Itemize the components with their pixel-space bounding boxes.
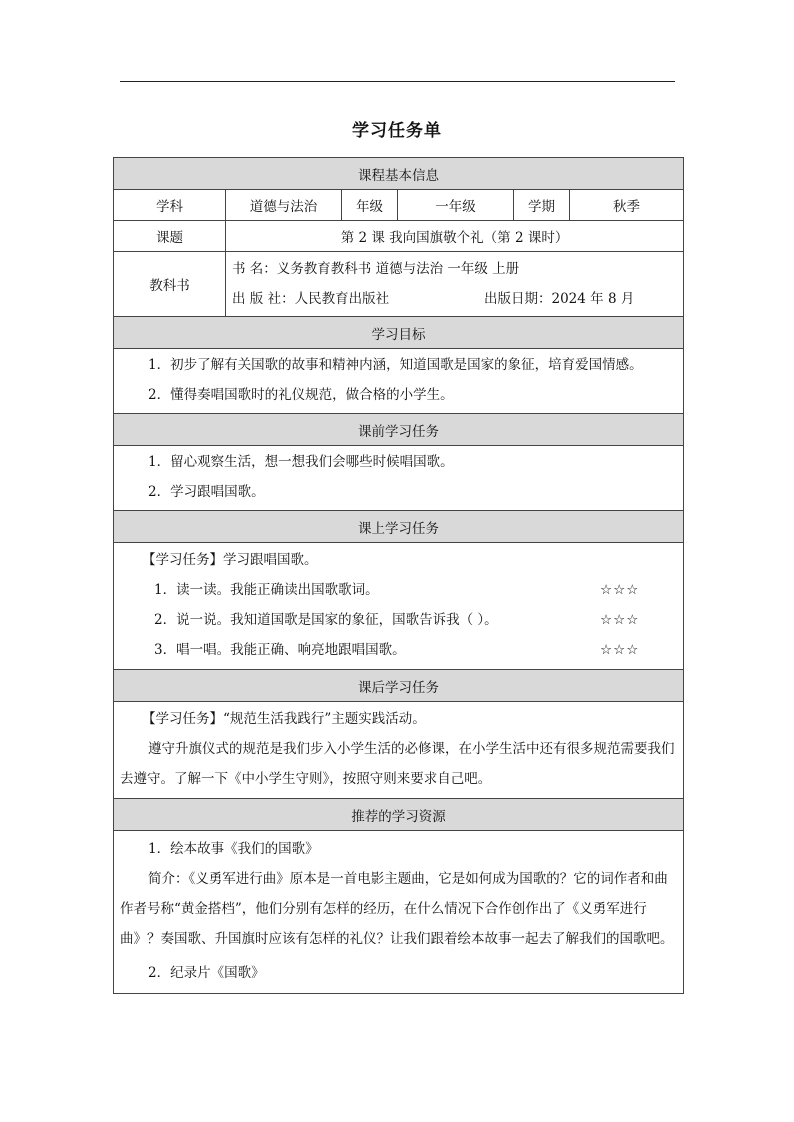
- in-class-row: [114, 543, 684, 670]
- header-rule: [120, 81, 675, 82]
- resources-header-row: [114, 799, 684, 831]
- publish-date: 出版日期：2024 年 8 月: [484, 291, 635, 307]
- task-sheet-table: [113, 157, 684, 994]
- task-2-star-rating[interactable]: ☆☆☆: [600, 612, 640, 628]
- after-class-content: [114, 702, 684, 799]
- after-class-intro: 【学习任务】“规范生活我践行”主题实践活动。: [142, 711, 426, 727]
- resource-item-2: 2．纪录片《国歌》: [148, 965, 265, 981]
- task-1-text: 1．读一读。我能正确读出国歌歌词。: [154, 582, 379, 598]
- in-class-task-2: [114, 605, 683, 635]
- publisher: 出 版 社：人民教育出版社: [232, 291, 390, 307]
- grade-value: 一年级: [398, 190, 514, 221]
- in-class-header: 课上学习任务: [114, 511, 684, 543]
- pre-class-header-row: [114, 414, 684, 446]
- task-3-star-rating[interactable]: ☆☆☆: [600, 642, 640, 658]
- resources-header: 推荐的学习资源: [114, 799, 684, 831]
- after-class-paragraph: 遵守升旗仪式的规范是我们步入小学生活的必修课，在小学生活中还有很多规范需要我们去遵守。了解一下《中小学生守则》，按照守则来要求自己吧。: [120, 741, 675, 787]
- in-class-task-1: [114, 575, 683, 605]
- after-class-header: 课后学习任务: [114, 670, 684, 702]
- in-class-task-3: [114, 635, 683, 665]
- in-class-intro: 【学习任务】学习跟唱国歌。: [142, 552, 318, 568]
- after-class-row: [114, 702, 684, 799]
- textbook-label: 教科书: [114, 252, 226, 317]
- basic-info-header-row: [114, 158, 684, 190]
- resources-content: [114, 831, 684, 994]
- goal-item-2: 2．懂得奏唱国歌时的礼仪规范，做合格的小学生。: [148, 387, 454, 403]
- goals-row: [114, 349, 684, 414]
- resource-item-1: 1．绘本故事《我们的国歌》: [148, 841, 319, 857]
- after-class-header-row: [114, 670, 684, 702]
- textbook-info: [226, 252, 684, 317]
- resources-row: [114, 831, 684, 994]
- publisher-line: [226, 284, 683, 314]
- subject-row: [114, 190, 684, 221]
- task-3-text: 3．唱一唱。我能正确、响亮地跟唱国歌。: [154, 642, 406, 658]
- goals-header: 学习目标: [114, 317, 684, 349]
- subject-value: 道德与法治: [226, 190, 342, 221]
- basic-info-header: 课程基本信息: [114, 158, 684, 190]
- topic-row: [114, 221, 684, 252]
- book-name: 书 名：义务教育教科书 道德与法治 一年级 上册: [232, 261, 520, 277]
- goals-header-row: [114, 317, 684, 349]
- in-class-content: [114, 543, 684, 670]
- task-2-text: 2．说一说。我知道国歌是国家的象征，国歌告诉我（ ）。: [154, 612, 498, 628]
- resource-intro-paragraph: 简介：《义勇军进行曲》原本是一首电影主题曲，它是如何成为国歌的？它的词作者和曲作者号称“黄金搭档”，他们分别有怎样的经历，在什么情况下合作创作出了《义勇军进行曲》？奏国歌、升国旗时应该有怎样的礼仪？让我们跟着绘本故事一起去了解我们的国歌吧。: [120, 871, 674, 947]
- pre-class-row: [114, 446, 684, 511]
- grade-label: 年级: [342, 190, 398, 221]
- pre-class-header: 课前学习任务: [114, 414, 684, 446]
- in-class-header-row: [114, 511, 684, 543]
- subject-label: 学科: [114, 190, 226, 221]
- page-title: 学习任务单: [352, 121, 442, 141]
- pre-class-item-2: 2．学习跟唱国歌。: [148, 484, 265, 500]
- topic-value: 第 2 课 我向国旗敬个礼（第 2 课时）: [226, 221, 684, 252]
- task-1-star-rating[interactable]: ☆☆☆: [600, 582, 640, 598]
- goals-content: [114, 349, 684, 414]
- term-value: 秋季: [570, 190, 684, 221]
- textbook-row: [114, 252, 684, 317]
- term-label: 学期: [514, 190, 570, 221]
- goal-item-1: 1．初步了解有关国歌的故事和精神内涵，知道国歌是国家的象征，培育爱国情感。: [148, 357, 643, 373]
- topic-label: 课题: [114, 221, 226, 252]
- pre-class-content: [114, 446, 684, 511]
- pre-class-item-1: 1．留心观察生活，想一想我们会哪些时候唱国歌。: [148, 454, 454, 470]
